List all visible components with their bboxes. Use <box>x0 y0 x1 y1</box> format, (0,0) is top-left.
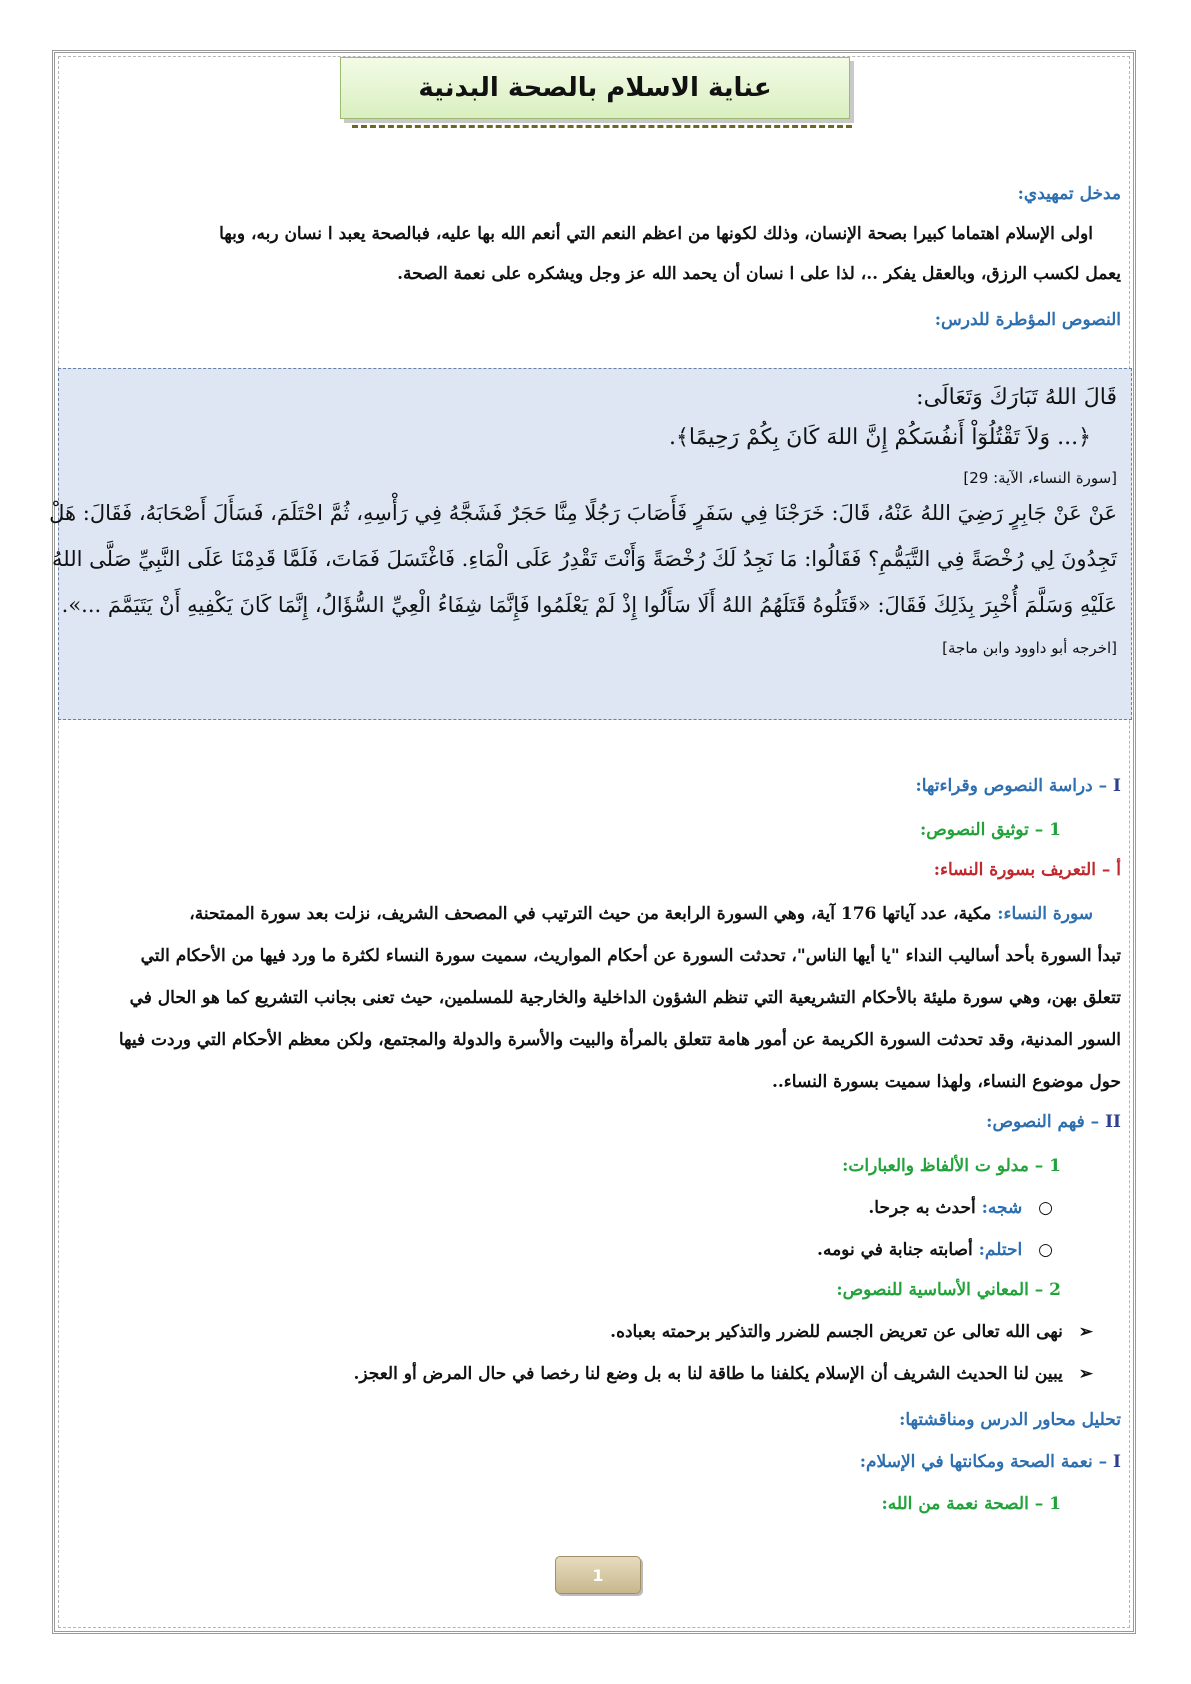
term-2-def: أصابته جنابة في نومه. <box>817 1240 973 1260</box>
point-2 <box>70 1364 1093 1384</box>
title-box <box>340 57 850 119</box>
page-title: عناية الاسلام بالصحة البدنية <box>418 73 772 103</box>
section2-roman: II <box>1105 1112 1121 1132</box>
term-2 <box>70 1240 1053 1260</box>
section2-sub2-title: – المعاني الأساسية للنصوص: <box>836 1280 1044 1300</box>
surah-para-line-3: تتعلق بهن، وهي سورة مليئة بالأحكام التشريعية التي تنظم الشؤون الداخلية والخارجية للمسلمين، حيث تعنى بجانب التشريع كما هو الحال في <box>129 988 1121 1008</box>
analysis-sub1-num: 1 <box>1049 1494 1061 1514</box>
term-1-def: أحدث به جرحا. <box>868 1198 976 1218</box>
page-number: 1 <box>592 1565 604 1585</box>
hadith-reference: [اخرجه أبو داوود وابن ماجة] <box>942 639 1117 657</box>
texts-heading: النصوص المؤطرة للدرس: <box>934 310 1121 330</box>
surah-para-line-4: السور المدنية، وقد تحدثت السورة الكريمة عن أمور هامة تتعلق بالمرأة والبيت والأسرة والدولة والمجتمع، ولكن معظم الأحكام التي وردت فيها <box>118 1030 1121 1050</box>
intro-line-2: يعمل لكسب الرزق، وبالعقل يفكر ..، لذا على ا نسان أن يحمد الله عز وجل ويشكره على نعمة الصحة. <box>397 264 1121 284</box>
verse-reference: [سورة النساء، الآية: 29] <box>963 469 1117 487</box>
term-1-word: شجه: <box>981 1198 1023 1218</box>
term-1 <box>70 1198 1053 1218</box>
page-frame-inner <box>49 56 1130 1628</box>
section1-sub1-num: 1 <box>1049 820 1061 840</box>
hadith-line-2: تَجِدُونَ لِي رُخْصَةً فِي التَّيَمُّمِ؟ فَقَالُوا: مَا نَجِدُ لَكَ رُخْصَةً وَأَنْتَ تَقْدِرُ عَلَى الْمَاءِ. فَاغْتَسَلَ فَمَاتَ، فَلَمَّا قَدِمْنَا عَلَى النَّبِيِّ صَلَّى اللهُ <box>52 547 1117 571</box>
section1-sub1 <box>70 820 1061 840</box>
analysis-heading: تحليل محاور الدرس ومناقشتها: <box>899 1410 1121 1430</box>
analysis-sub1-title: – الصحة نعمة من الله: <box>881 1494 1044 1514</box>
intro-heading: مدخل تمهيدي: <box>1017 184 1121 204</box>
section2-heading <box>70 1112 1121 1132</box>
surah-para-line-2: تبدأ السورة بأحد أساليب النداء "يا أيها الناس"، تحدثت السورة عن أحكام المواريث، سميت سورة النساء لكثرة ما ورد فيها من الأحكام التي <box>140 946 1121 966</box>
quran-verse: ﴿... وَلاَ تَقْتُلُوٓاْ أَنفُسَكُمْ إِنَّ اللهَ كَانَ بِكُمْ رَحِيمًا﴾. <box>669 425 1091 450</box>
surah-para-text-1: مكية، عدد آياتها 176 آية، وهي السورة الرابعة من حيث الترتيب في المصحف الشريف، نزلت بعد سورة الممتحنة، <box>189 904 992 924</box>
point-2-text: يبين لنا الحديث الشريف أن الإسلام يكلفنا ما طاقة لنا به بل وضع لنا رخصا في حال المرض أو العجز. <box>353 1364 1063 1384</box>
title-underline <box>352 125 852 128</box>
arrow-bullet-icon: ➢ <box>1078 1322 1093 1342</box>
section1-roman: I <box>1113 776 1121 796</box>
analysis-roman: I <box>1113 1452 1121 1472</box>
section1-heading <box>70 776 1121 796</box>
section2-sub1-num: 1 <box>1049 1156 1061 1176</box>
page-number-badge <box>555 1556 641 1594</box>
analysis-title: – نعمة الصحة ومكانتها في الإسلام: <box>859 1452 1108 1472</box>
section2-sub1-title: – مدلو ت الألفاظ والعبارات: <box>842 1156 1044 1176</box>
verse-intro: قَالَ اللهُ تَبَارَكَ وَتَعَالَى: <box>916 385 1117 410</box>
surah-label: سورة النساء: <box>997 904 1093 924</box>
hadith-line-3: عَلَيْهِ وَسَلَّمَ أُخْبِرَ بِذَلِكَ فَقَالَ: «قَتَلُوهُ قَتَلَهُمُ اللهُ أَلَا سَأَلُوا إِذْ لَمْ يَعْلَمُوا فَإِنَّمَا شِفَاءُ الْعِيِّ السُّؤَالُ، إِنَّمَا كَانَ يَكْفِيهِ أَنْ يَتَيَمَّمَ ...». <box>61 593 1117 617</box>
surah-para-line-1 <box>70 904 1093 924</box>
analysis-sub1 <box>70 1494 1061 1514</box>
section1-sub1-title: – توثيق النصوص: <box>919 820 1044 840</box>
arrow-bullet-icon: ➢ <box>1078 1364 1093 1384</box>
section1-title: – دراسة النصوص وقراءتها: <box>915 776 1108 796</box>
section2-sub1 <box>70 1156 1061 1176</box>
analysis-section1 <box>70 1452 1121 1472</box>
point-1 <box>70 1322 1093 1342</box>
circle-bullet-icon: ○ <box>1038 1198 1053 1218</box>
section2-title: – فهم النصوص: <box>986 1112 1100 1132</box>
hadith-line-1: عَنْ عَنْ جَابِرٍ رَضِيَ اللهُ عَنْهُ، قَالَ: خَرَجْنَا فِي سَفَرٍ فَأَصَابَ رَجُلًا مِنَّا حَجَرٌ فَشَجَّهُ فِي رَأْسِهِ، ثُمَّ احْتَلَمَ، فَسَأَلَ أَصْحَابَهُ، فَقَالَ: هَلْ <box>49 501 1117 525</box>
surah-para-line-5: حول موضوع النساء، ولهذا سميت بسورة النساء.. <box>771 1072 1121 1092</box>
quote-box <box>49 368 1132 720</box>
term-2-word: احتلم: <box>978 1240 1023 1260</box>
section2-sub2-num: 2 <box>1049 1280 1061 1300</box>
intro-line-1: اولى الإسلام اهتماما كبيرا بصحة الإنسان، وذلك لكونها من اعظم النعم التي أنعم الله بها عليه، فبالصحة يعبد ا نسان ربه، وبها <box>219 224 1093 244</box>
circle-bullet-icon: ○ <box>1038 1240 1053 1260</box>
point-1-text: نهى الله تعالى عن تعريض الجسم للضرر والتذكير برحمته بعباده. <box>610 1322 1063 1342</box>
section1-sub-a: أ – التعريف بسورة النساء: <box>933 860 1121 880</box>
section2-sub2 <box>70 1280 1061 1300</box>
